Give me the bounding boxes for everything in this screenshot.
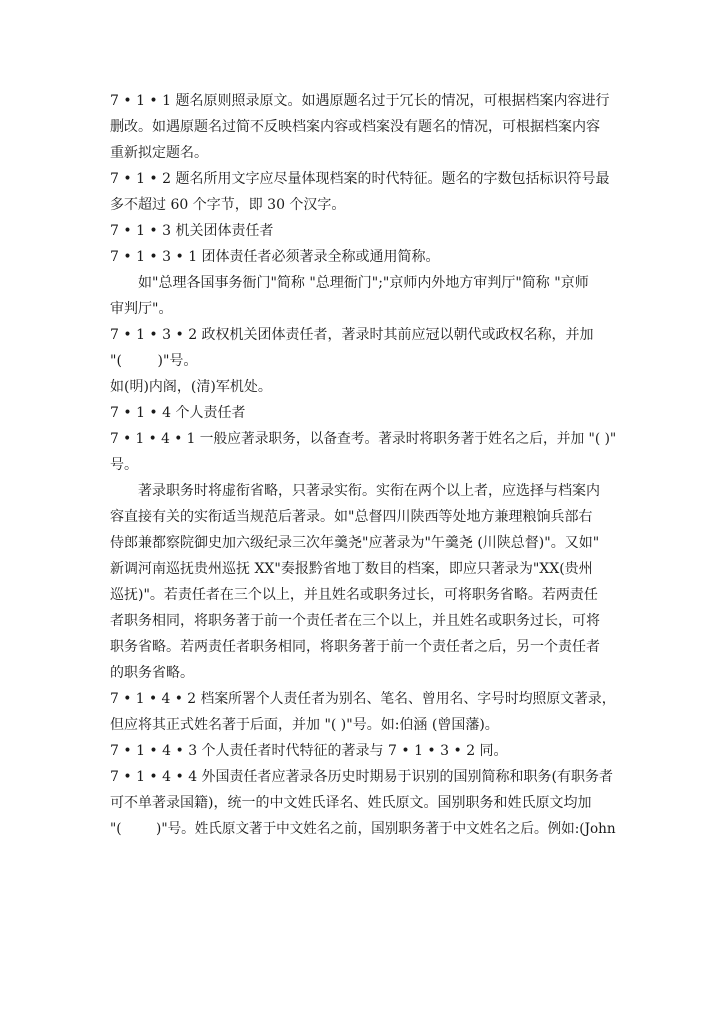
text-line: 如"总理各国事务衙门"简称 "总理衙门";"京师内外地方审判厅"简称 "京师 <box>138 275 589 291</box>
paragraph-p5 <box>110 270 616 322</box>
text-line: 职务省略。若两责任者职务相同，将职务著于前一个责任者之后，另一个责任者 <box>110 639 600 655</box>
text-line: 的职务省略。 <box>110 665 194 681</box>
text-line: 7 • 1 • 4 个人责任者 <box>110 405 246 421</box>
text-line: 7 • 1 • 3 机关团体责任者 <box>110 223 274 239</box>
text-line: 侍郎兼都察院御史加六级纪录三次年羹尧"应著录为"午羹尧 (川陕总督)"。又如" <box>110 535 600 551</box>
text-line: 重新拟定题名。 <box>110 145 208 161</box>
text-line: 7 • 1 • 3 • 1 团体责任者必须著录全称或通用简称。 <box>110 249 440 265</box>
text-line: 7 • 1 • 2 题名所用文字应尽量体现档案的时代特征。题名的字数包括标识符号最 <box>110 171 610 187</box>
text-line: 7 • 1 • 4 • 2 档案所署个人责任者为别名、笔名、曾用名、字号时均照原文著录， <box>110 691 616 707</box>
text-line: 7 • 1 • 1 题名原则照录原文。如遇原题名过于冗长的情况，可根据档案内容进行 <box>110 93 610 109</box>
text-line: 号。 <box>110 457 138 473</box>
text-line: 新调河南巡抚贵州巡抚 XX"奏报黔省地丁数目的档案，即应只著录为"XX(贵州 <box>110 561 593 577</box>
document-page <box>110 88 616 842</box>
paragraph-p8 <box>110 400 616 426</box>
text-line: 但应将其正式姓名著于后面，并加 "( )"号。如:伯涵 (曾国藩)。 <box>110 717 499 733</box>
paragraph-p13 <box>110 764 616 842</box>
text-line: 容直接有关的实衔适当规范后著录。如"总督四川陕西等处地方兼理粮饷兵部右 <box>110 509 593 525</box>
text-line: 7 • 1 • 4 • 4 外国责任者应著录各历史时期易于识别的国别简称和职务(有职务者 <box>110 769 614 785</box>
text-line: 可不单著录国籍)，统一的中文姓氏译名、姓氏原文。国别职务和姓氏原文均加 <box>110 795 592 811</box>
paragraph-p12 <box>110 738 616 764</box>
paragraph-p11 <box>110 686 616 738</box>
text-line: 如(明)内阁，(清)军机处。 <box>110 379 272 395</box>
paragraph-p3 <box>110 218 616 244</box>
text-line: 多不超过 60 个字节，即 30 个汉字。 <box>110 197 346 213</box>
text-line: 巡抚)"。若责任者在三个以上，并且姓名或职务过长，可将职务省略。若两责任 <box>110 587 598 603</box>
paragraph-p9 <box>110 426 616 478</box>
paragraph-p10 <box>110 478 616 686</box>
paragraph-p6 <box>110 322 616 374</box>
text-line: 著录职务时将虚衔省略，只著录实衔。实衔在两个以上者，应选择与档案内 <box>138 483 600 499</box>
paragraph-p2 <box>110 166 616 218</box>
paragraph-p1 <box>110 88 616 166</box>
text-line: 删改。如遇原题名过简不反映档案内容或档案没有题名的情况，可根据档案内容 <box>110 119 600 135</box>
text-line: "( )"号。 <box>110 353 198 369</box>
text-line: 审判厅"。 <box>110 301 173 317</box>
text-line: "( )"号。姓氏原文著于中文姓名之前，国别职务著于中文姓名之后。例如:(John <box>110 821 616 837</box>
text-line: 7 • 1 • 4 • 1 一般应著录职务，以备查考。著录时将职务著于姓名之后，并加 "( )" <box>110 431 617 447</box>
paragraph-p4 <box>110 244 616 270</box>
text-line: 者职务相同，将职务著于前一个责任者在三个以上，并且姓名或职务过长，可将 <box>110 613 600 629</box>
text-line: 7 • 1 • 4 • 3 个人责任者时代特征的著录与 7 • 1 • 3 • 2 同。 <box>110 743 508 759</box>
paragraph-p7 <box>110 374 616 400</box>
text-line: 7 • 1 • 3 • 2 政权机关团体责任者，著录时其前应冠以朝代或政权名称，并加 <box>110 327 594 343</box>
